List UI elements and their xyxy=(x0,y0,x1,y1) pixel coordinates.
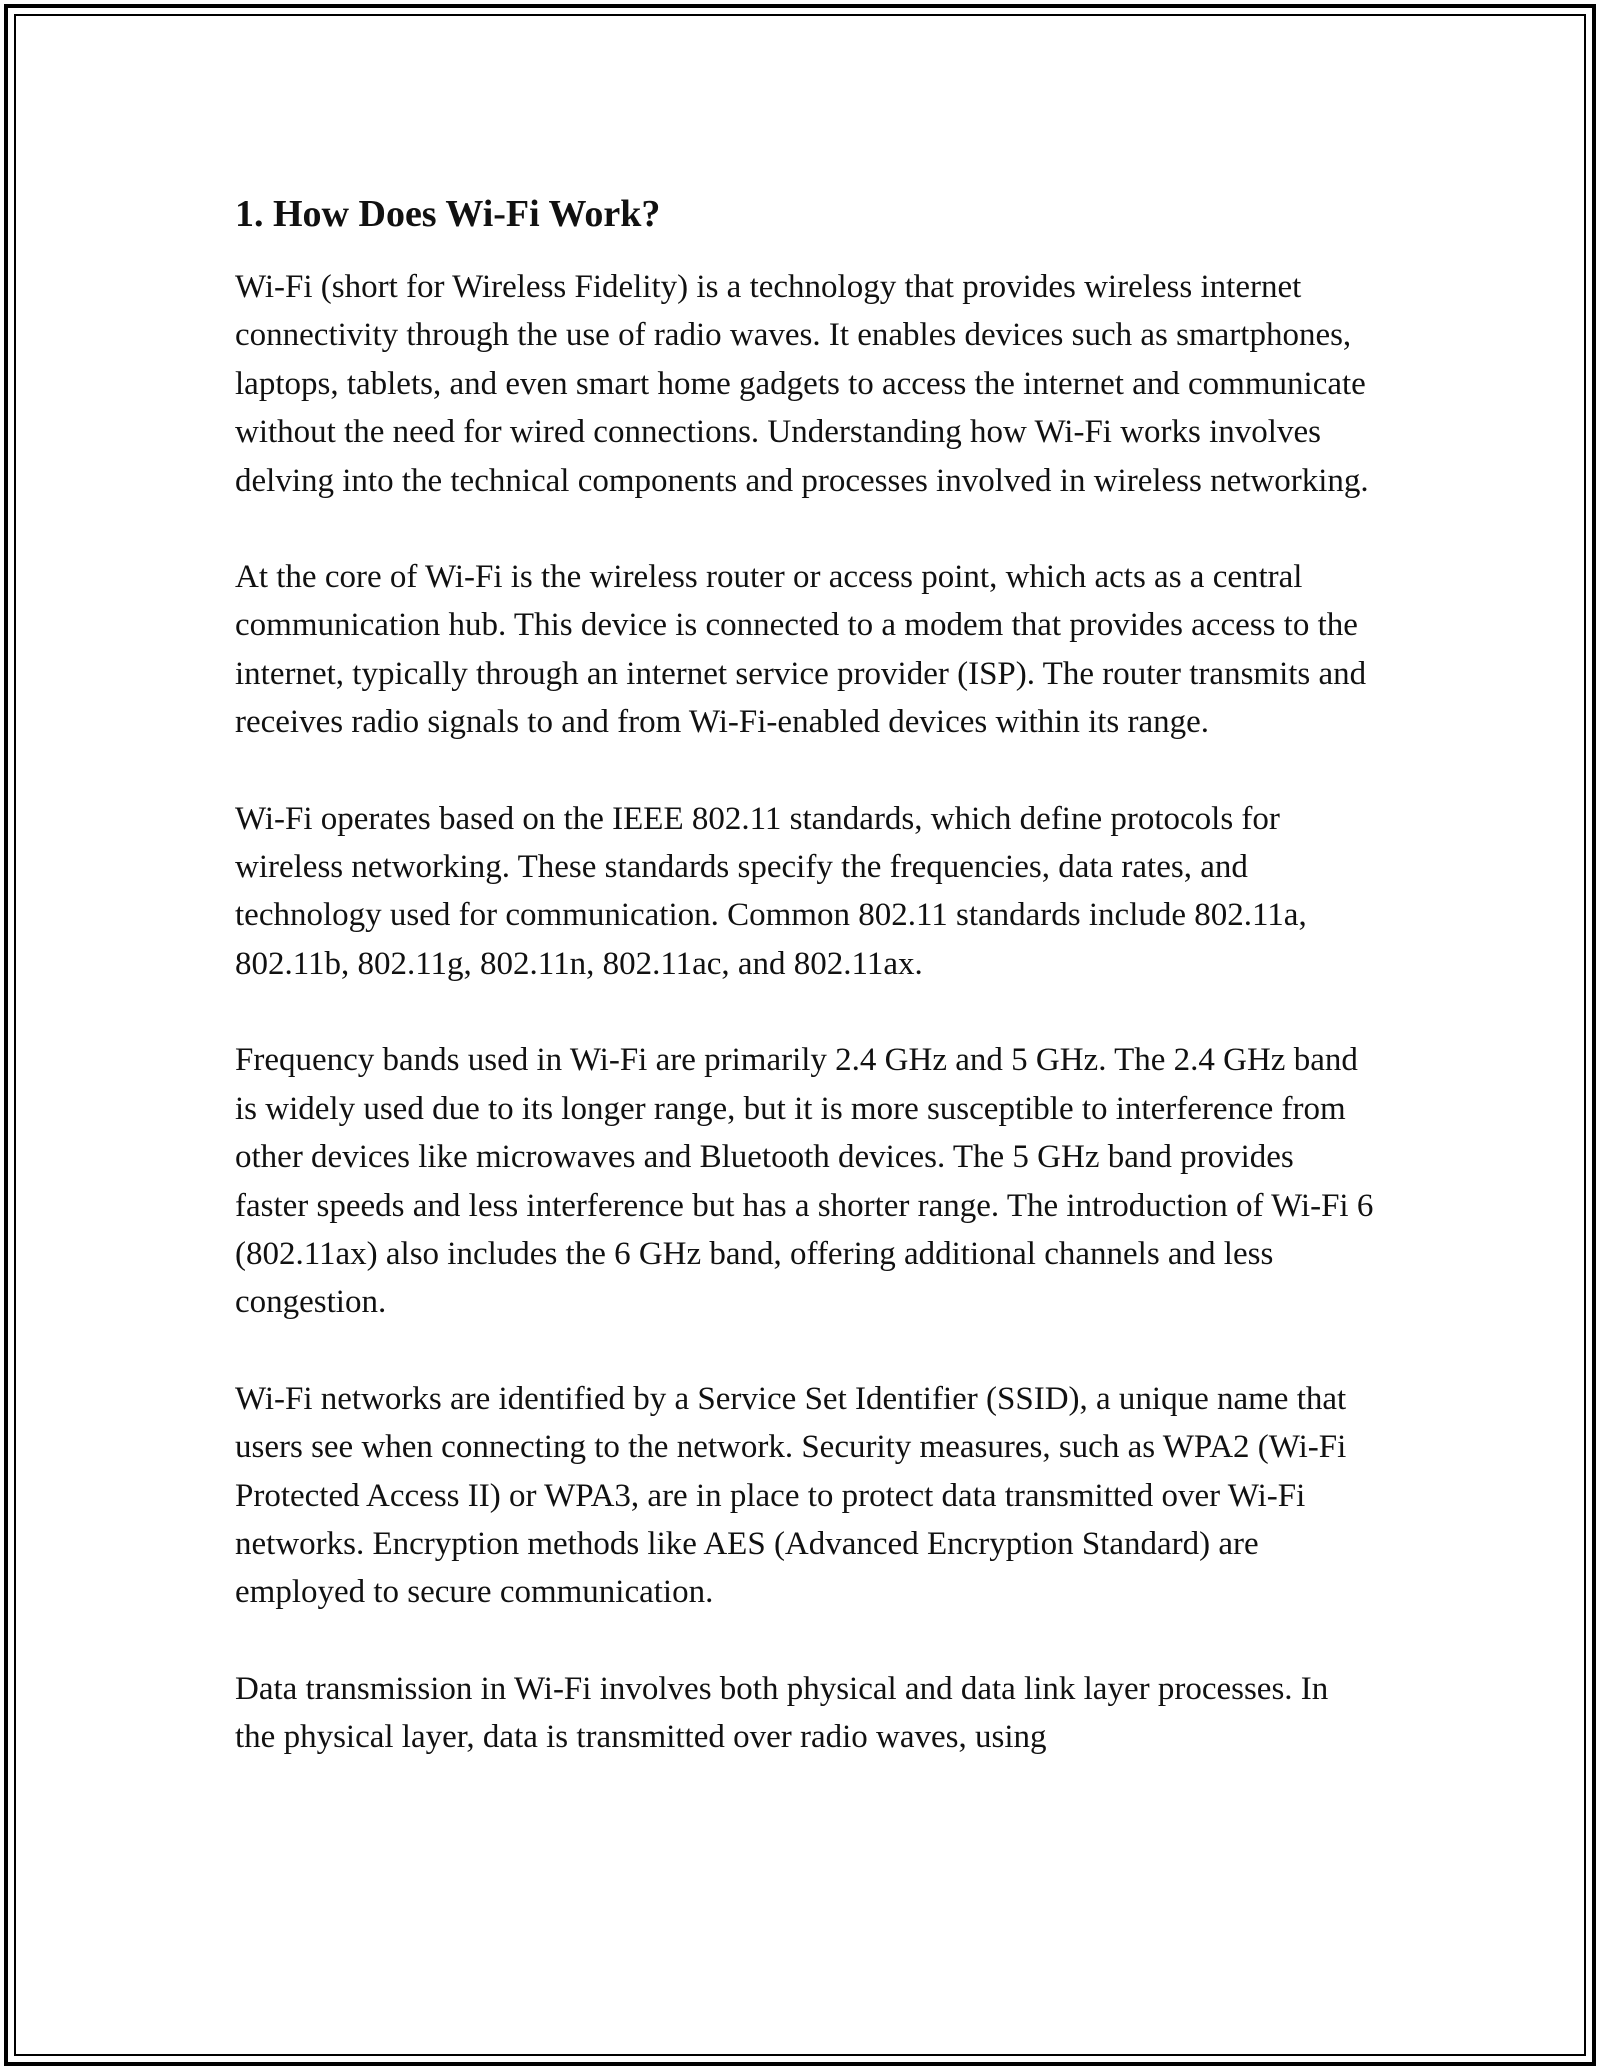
paragraph-intro: Wi-Fi (short for Wireless Fidelity) is a technology that provides wireless internet connectivity through the use of radio waves. It enables devices such as smartphones, laptops, tablets, and even smart home gadgets to access the internet and communicate without the need for wired connections. Understanding how Wi-Fi works involves delving into the technical components and processes involved in wireless networking. xyxy=(235,269,1369,499)
section-heading: 1. How Does Wi-Fi Work? xyxy=(235,193,661,235)
paragraph-ssid-security: Wi-Fi networks are identified by a Service Set Identifier (SSID), a unique name that users see when connecting to the network. Security measures, such as WPA2 (Wi-Fi Protected Access II) or WPA3, are in place to protect data transmitted over Wi-Fi networks. Encryption methods like AES (Advanced Encryption Standard) are employed to secure communication. xyxy=(235,1380,1347,1611)
paragraph-data-transmission: Data transmission in Wi-Fi involves both physical and data link layer processes. In the physical layer, data is transmitted over radio waves, using xyxy=(235,1670,1329,1756)
paragraph-frequency-bands: Frequency bands used in Wi-Fi are primarily 2.4 GHz and 5 GHz. The 2.4 GHz band is widely used due to its longer range, but it is more susceptible to interference from other devices like microwaves and Bluetooth devices. The 5 GHz band provides faster speeds and less interference but has a shorter range. The introduction of Wi-Fi 6 (802.11ax) also includes the 6 GHz band, offering additional channels and less congestion. xyxy=(235,1042,1374,1321)
document-body xyxy=(235,185,1375,1810)
paragraph-standards: Wi-Fi operates based on the IEEE 802.11 standards, which define protocols for wireless networking. These standards specify the frequencies, data rates, and technology used for communication. Common 802.11 standards include 802.11a, 802.11b, 802.11g, 802.11n, 802.11ac, and 802.11ax. xyxy=(235,800,1307,982)
paragraph-router: At the core of Wi-Fi is the wireless router or access point, which acts as a central communication hub. This device is connected to a modem that provides access to the internet, typically through an internet service provider (ISP). The router transmits and receives radio signals to and from Wi-Fi-enabled devices within its range. xyxy=(235,559,1367,741)
